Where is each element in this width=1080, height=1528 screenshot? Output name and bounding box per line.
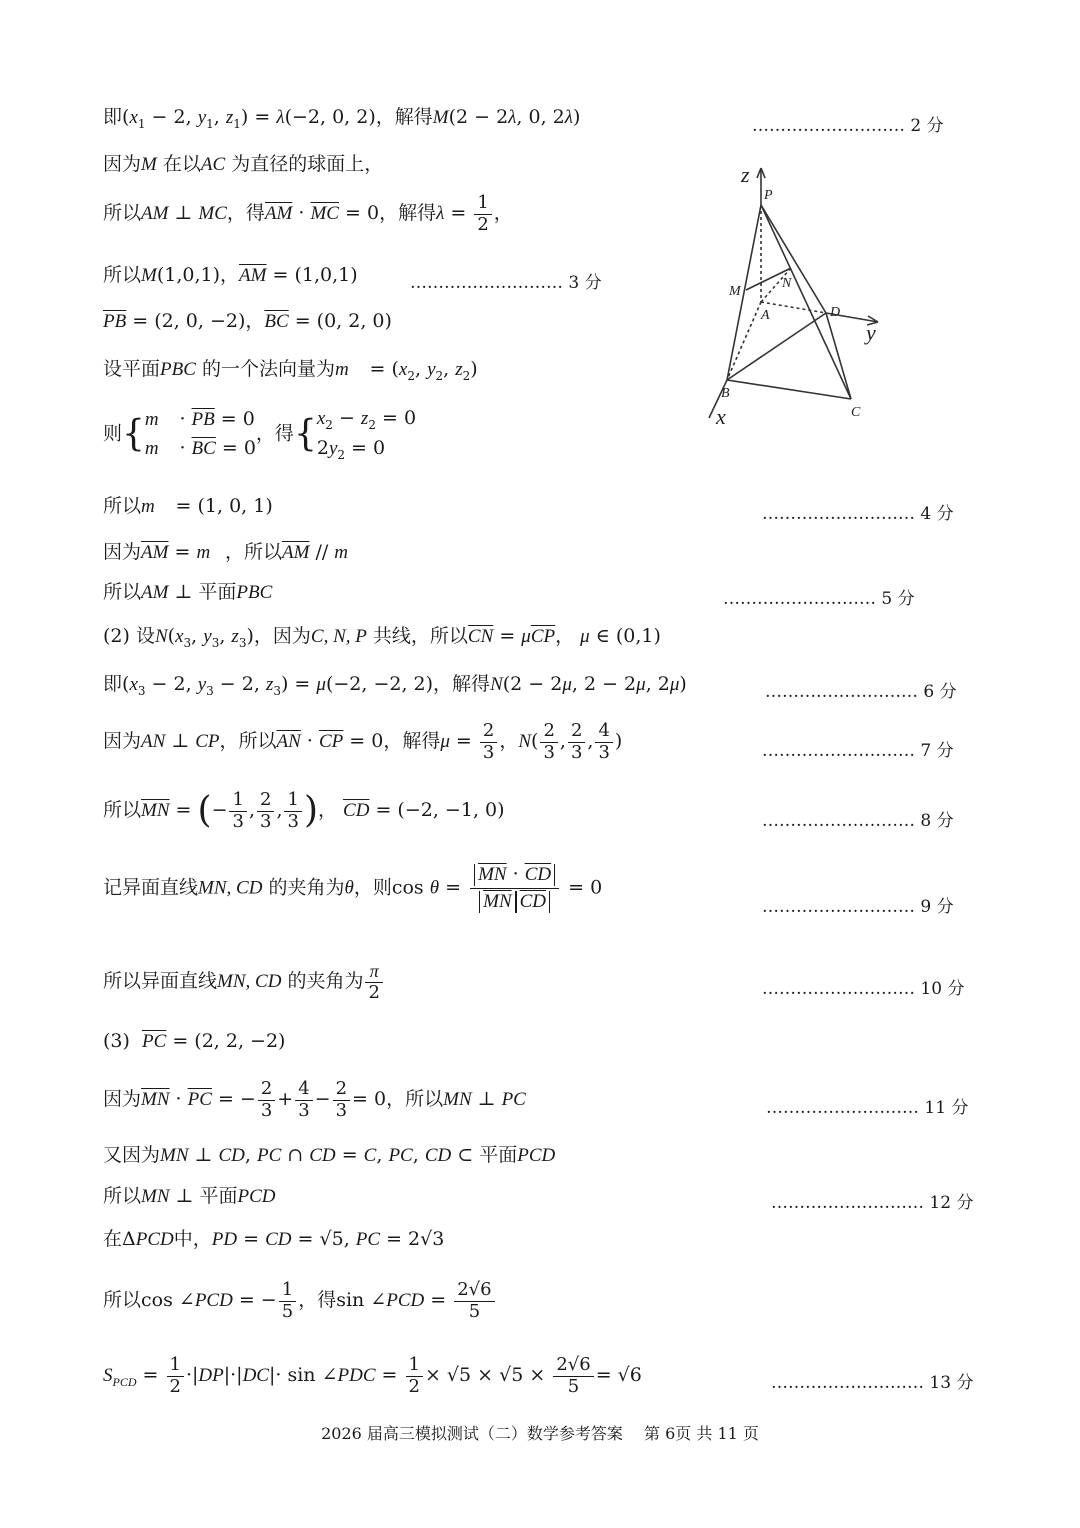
label-d: D <box>830 305 841 320</box>
line-6: 设平面PBC 的一个法向量为m⃗ = ($x_2$, $y_2$, $z_2$) <box>103 358 478 383</box>
line-5: $\overline{PB} = (2$, 0, −2)，$\overline{BC} = (0$, 2, 0) <box>103 310 392 332</box>
ad-line <box>761 302 826 313</box>
line-13: 因为AN ⊥ CP，所以$\overline{AN} \cdot \overline{CP} = 0$，解得μ = $\frac{2}{3}$ ，N( $\frac{2}{3}$ , $\frac{2}{3}$ , $\frac{4}{3}$ ) <box>103 720 623 763</box>
line-23: $S_{PCD}$ = $\frac{1}{2}$ ·|DP|·|DC|· sin ∠PDC = $\frac{1}{2}$ × √5 × √5 × $\frac{2√6}{5}$ = √6 <box>103 1354 642 1397</box>
label-z: z <box>741 162 750 187</box>
score-7: ……………………… 7 分 <box>762 741 954 761</box>
score-5: ……………………… 5 分 <box>723 589 915 609</box>
line-18: 因为$\overline{MN} \cdot \overline{PC}$ = − $\frac{2}{3}$ + $\frac{4}{3}$ − $\frac{2}{3}$ = 0，所以MN ⊥ PC <box>103 1078 526 1121</box>
line-19: 又因为MN ⊥ CD, PC ∩ CD = C, PC, CD ⊂ 平面PCD <box>103 1144 556 1166</box>
label-m: M <box>729 284 741 299</box>
label-x: x <box>716 404 726 429</box>
label-c: C <box>851 405 861 420</box>
score-10: ……………………… 10 分 <box>762 979 965 999</box>
bc-edge <box>727 380 851 399</box>
score-13: ……………………… 13 分 <box>771 1373 974 1393</box>
score-9: ……………………… 9 分 <box>762 897 954 917</box>
line-9: 因为$\overline{AM}$ = m⃗，所以$\overline{AM}$ // m⃗ <box>103 541 363 563</box>
label-n: N <box>782 276 792 291</box>
line-4: 所以M(1,0,1)，$\overline{AM} = (1,0,1)$ <box>103 264 358 286</box>
line-17: (3) $\overline{PC} = (2$, 2, −2) <box>103 1030 286 1052</box>
score-12: ……………………… 12 分 <box>771 1193 974 1213</box>
pc-edge <box>761 205 851 399</box>
line-22: 所以cos ∠PCD = − $\frac{1}{5}$ ，得sin ∠PCD = $\frac{2√6}{5}$ <box>103 1280 497 1322</box>
label-p: P <box>764 188 773 203</box>
score-4: ……………………… 4 分 <box>762 504 954 524</box>
score-3: ……………………… 3 分 <box>410 273 602 293</box>
label-a: A <box>761 308 770 323</box>
line-10: 所以AM ⊥ 平面PBC <box>103 581 273 603</box>
line-11: (2) 设$N(x_3$, $y_3$, $z_3$)，因为C, N, P 共线，所以$\overline{CN} = \mu\overline{CP}$， μ ∈ (0,1) <box>103 625 661 650</box>
line-20: 所以MN ⊥ 平面PCD <box>103 1185 276 1207</box>
pyramid-diagram <box>690 155 900 435</box>
score-11: ……………………… 11 分 <box>766 1098 969 1118</box>
page-footer: 2026 届高三模拟测试（二）数学参考答案 第 6页 共 11 页 <box>321 1424 759 1443</box>
label-y: y <box>866 320 876 345</box>
line-16: 所以异面直线MN, CD 的夹角为 $\frac{\pi}{2}$ <box>103 961 385 1003</box>
line-14: 所以$\overline{MN}$ = (− $\frac{1}{3}$ , $\frac{2}{3}$ , $\frac{1}{3}$ )， $\overline{CD} = (-2$, −1, 0) <box>103 789 505 832</box>
line-7: 则{m⃗ · $\overline{PB} = 0$ m⃗ · $\overline{BC} = 0$，得{$x_2 - z_2 = 0$ $2y_2 = 0$ <box>103 407 417 463</box>
line-8: 所以m⃗ = (1, 0, 1) <box>103 495 273 517</box>
cd-edge <box>826 313 851 399</box>
pd-edge <box>761 205 826 313</box>
line-12: 即($x_3 - 2$, $y_3 - 2$, $z_3) = \mu(-2$, −2, 2)，解得N(2 − 2μ, 2 − 2μ, 2μ) <box>103 673 687 698</box>
line-21: 在ΔPCD中，PD = CD = √5, PC = 2√3 <box>103 1228 445 1250</box>
label-b: B <box>721 386 730 401</box>
line-2: 因为M 在以AC 为直径的球面上， <box>103 153 384 175</box>
line-15: 记异面直线MN, CD 的夹角为θ，则cos θ = $\overline{MN} \cdot \overline{CD}$ $\overline{MN}$ $\overline{CD}$ = 0 <box>103 863 603 912</box>
score-2: ……………………… 2 分 <box>752 116 944 136</box>
score-6: ……………………… 6 分 <box>765 682 957 702</box>
score-8: ……………………… 8 分 <box>762 811 954 831</box>
line-3: 所以AM ⊥ MC，得$\overline{AM} \cdot \overline{MC} = 0$，解得λ = $\frac{1}{2}$ ， <box>103 192 513 235</box>
line-1: 即($x_1 - 2$, $y_1$, $z_1) = \lambda(-2$, 0, 2)，解得M(2 − 2λ, 0, 2λ) <box>103 106 581 131</box>
